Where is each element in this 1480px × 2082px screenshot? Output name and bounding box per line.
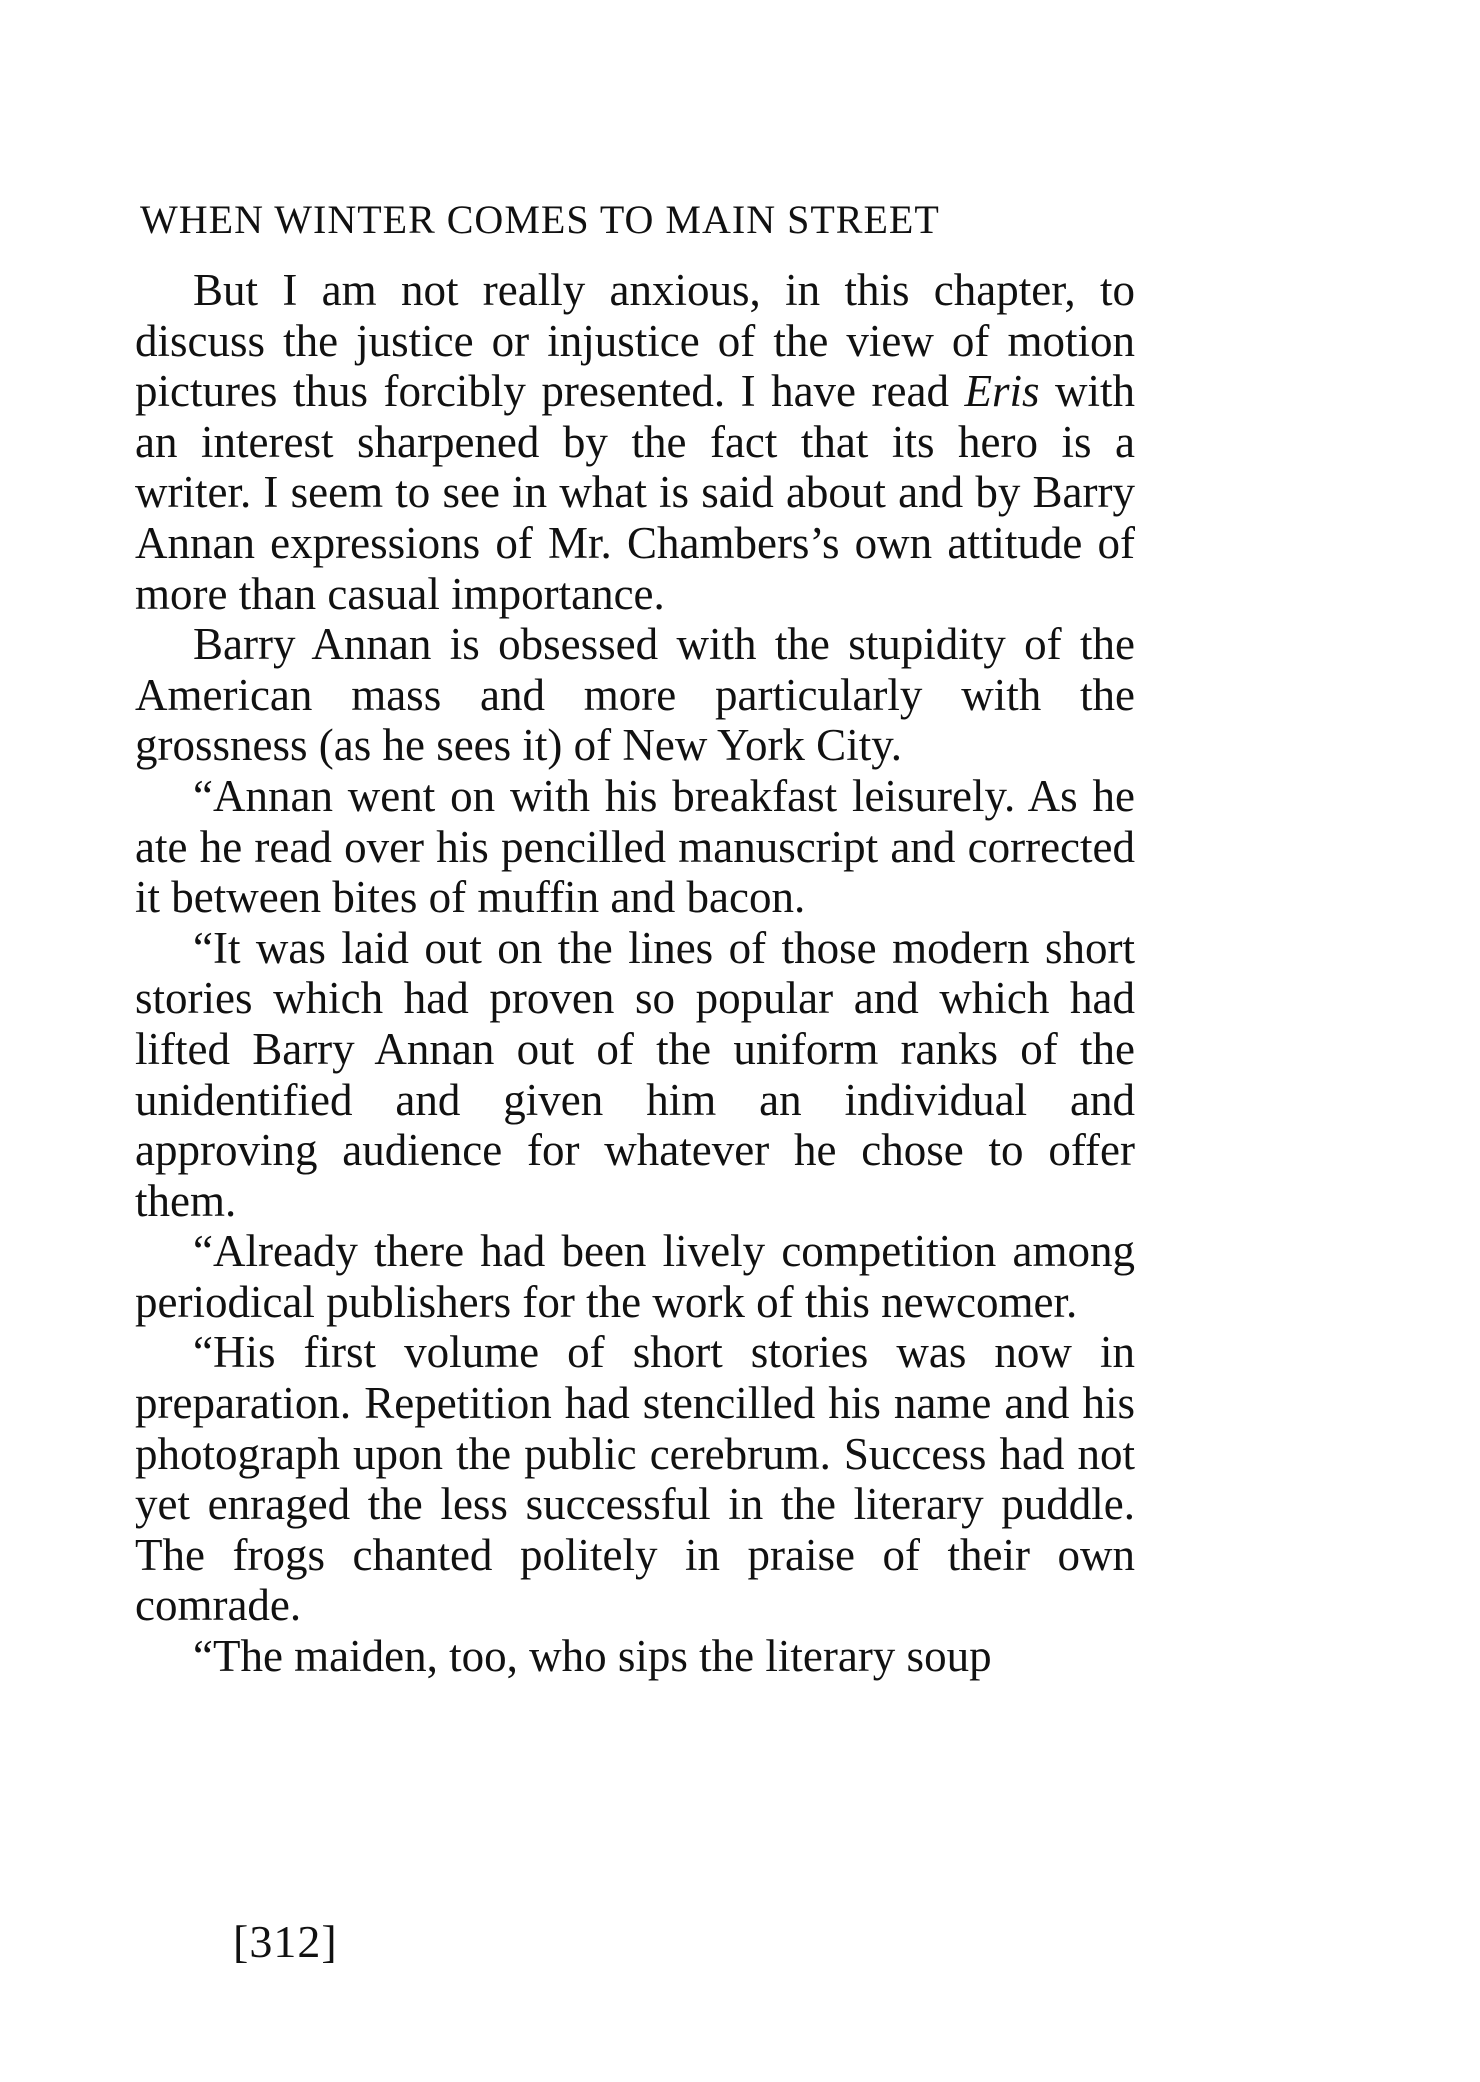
paragraph: “It was laid out on the lines of those modern short stories which had proven so popular and which had lifted Barry Annan out of the uniform ranks of the unidentified and given him an individual and approving audience for whatever he chose to offer them. [135, 922, 1135, 1226]
paragraph: “The maiden, too, who sips the literary soup [193, 1631, 992, 1682]
paragraph: “Annan went on with his breakfast leisurely. As he ate he read over his pencilled manuscript and corrected it between bites of muffin and bacon. [135, 770, 1135, 923]
paragraph: “His first volume of short stories was now in preparation. Repetition had stencilled his name and his photograph upon the public cerebrum. Success had not yet enraged the less successful in the literary puddle. The frogs chanted politely in praise of their own comrade. [135, 1327, 1135, 1631]
paragraph-text: with an interest sharpened by the fact that its hero is a writer. I seem to see in what is said about and by Barry Annan expressions of Mr. Chambers’s own attitude of more than casual importance. [135, 366, 1135, 619]
paragraph-text: But I am not really anxious, in this chapter, to discuss the justice or injustice of the view of motion pictures thus forcibly presented. I have read [135, 265, 1135, 417]
paragraph: Barry Annan is obsessed with the stupidity of the American mass and more particularly with the grossness (as he sees it) of New York City. [135, 619, 1135, 771]
paragraph: “Already there had been lively competition among periodical publishers for the work of this newcomer. [135, 1226, 1135, 1327]
body-text [135, 265, 1135, 1682]
page-number: [312] [233, 1916, 338, 1967]
running-head: WHEN WINTER COMES TO MAIN STREET [140, 197, 940, 242]
paragraph [135, 265, 1135, 619]
book-title-italic: Eris [964, 366, 1040, 417]
